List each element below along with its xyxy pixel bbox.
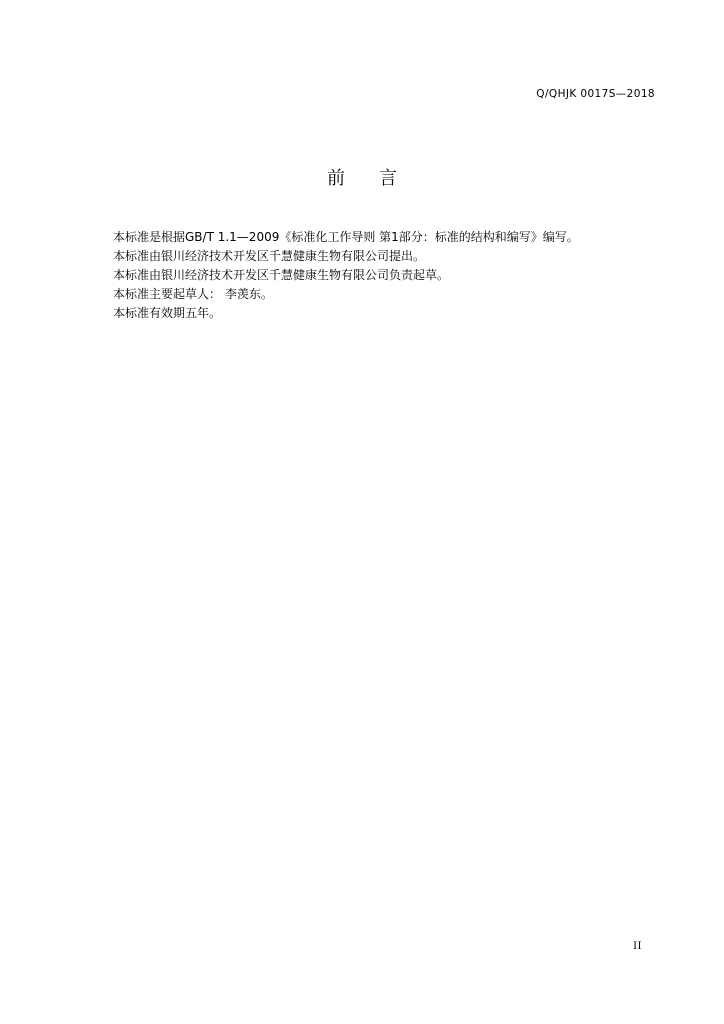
page-number: II (633, 941, 642, 952)
page-title (0, 164, 724, 190)
paragraph-proposer: 本标准由银川经济技术开发区千慧健康生物有限公司提出。 (113, 249, 426, 263)
paragraph-drafter-org: 本标准由银川经济技术开发区千慧健康生物有限公司负责起草。 (113, 268, 450, 282)
paragraph-drafters: 本标准主要起草人： 李羡东。 (113, 287, 273, 301)
title-char-2: 言 (379, 168, 397, 189)
paragraph-basis: 本标准是根据GB/T 1.1—2009《标准化工作导则 第1部分：标准的结构和编写》编写。 (113, 230, 579, 244)
title-char-1: 前 (327, 168, 345, 189)
paragraph-validity: 本标准有效期五年。 (113, 306, 222, 320)
foreword-body (113, 228, 653, 323)
standard-code: Q/QHJK 0017S—2018 (536, 88, 655, 100)
